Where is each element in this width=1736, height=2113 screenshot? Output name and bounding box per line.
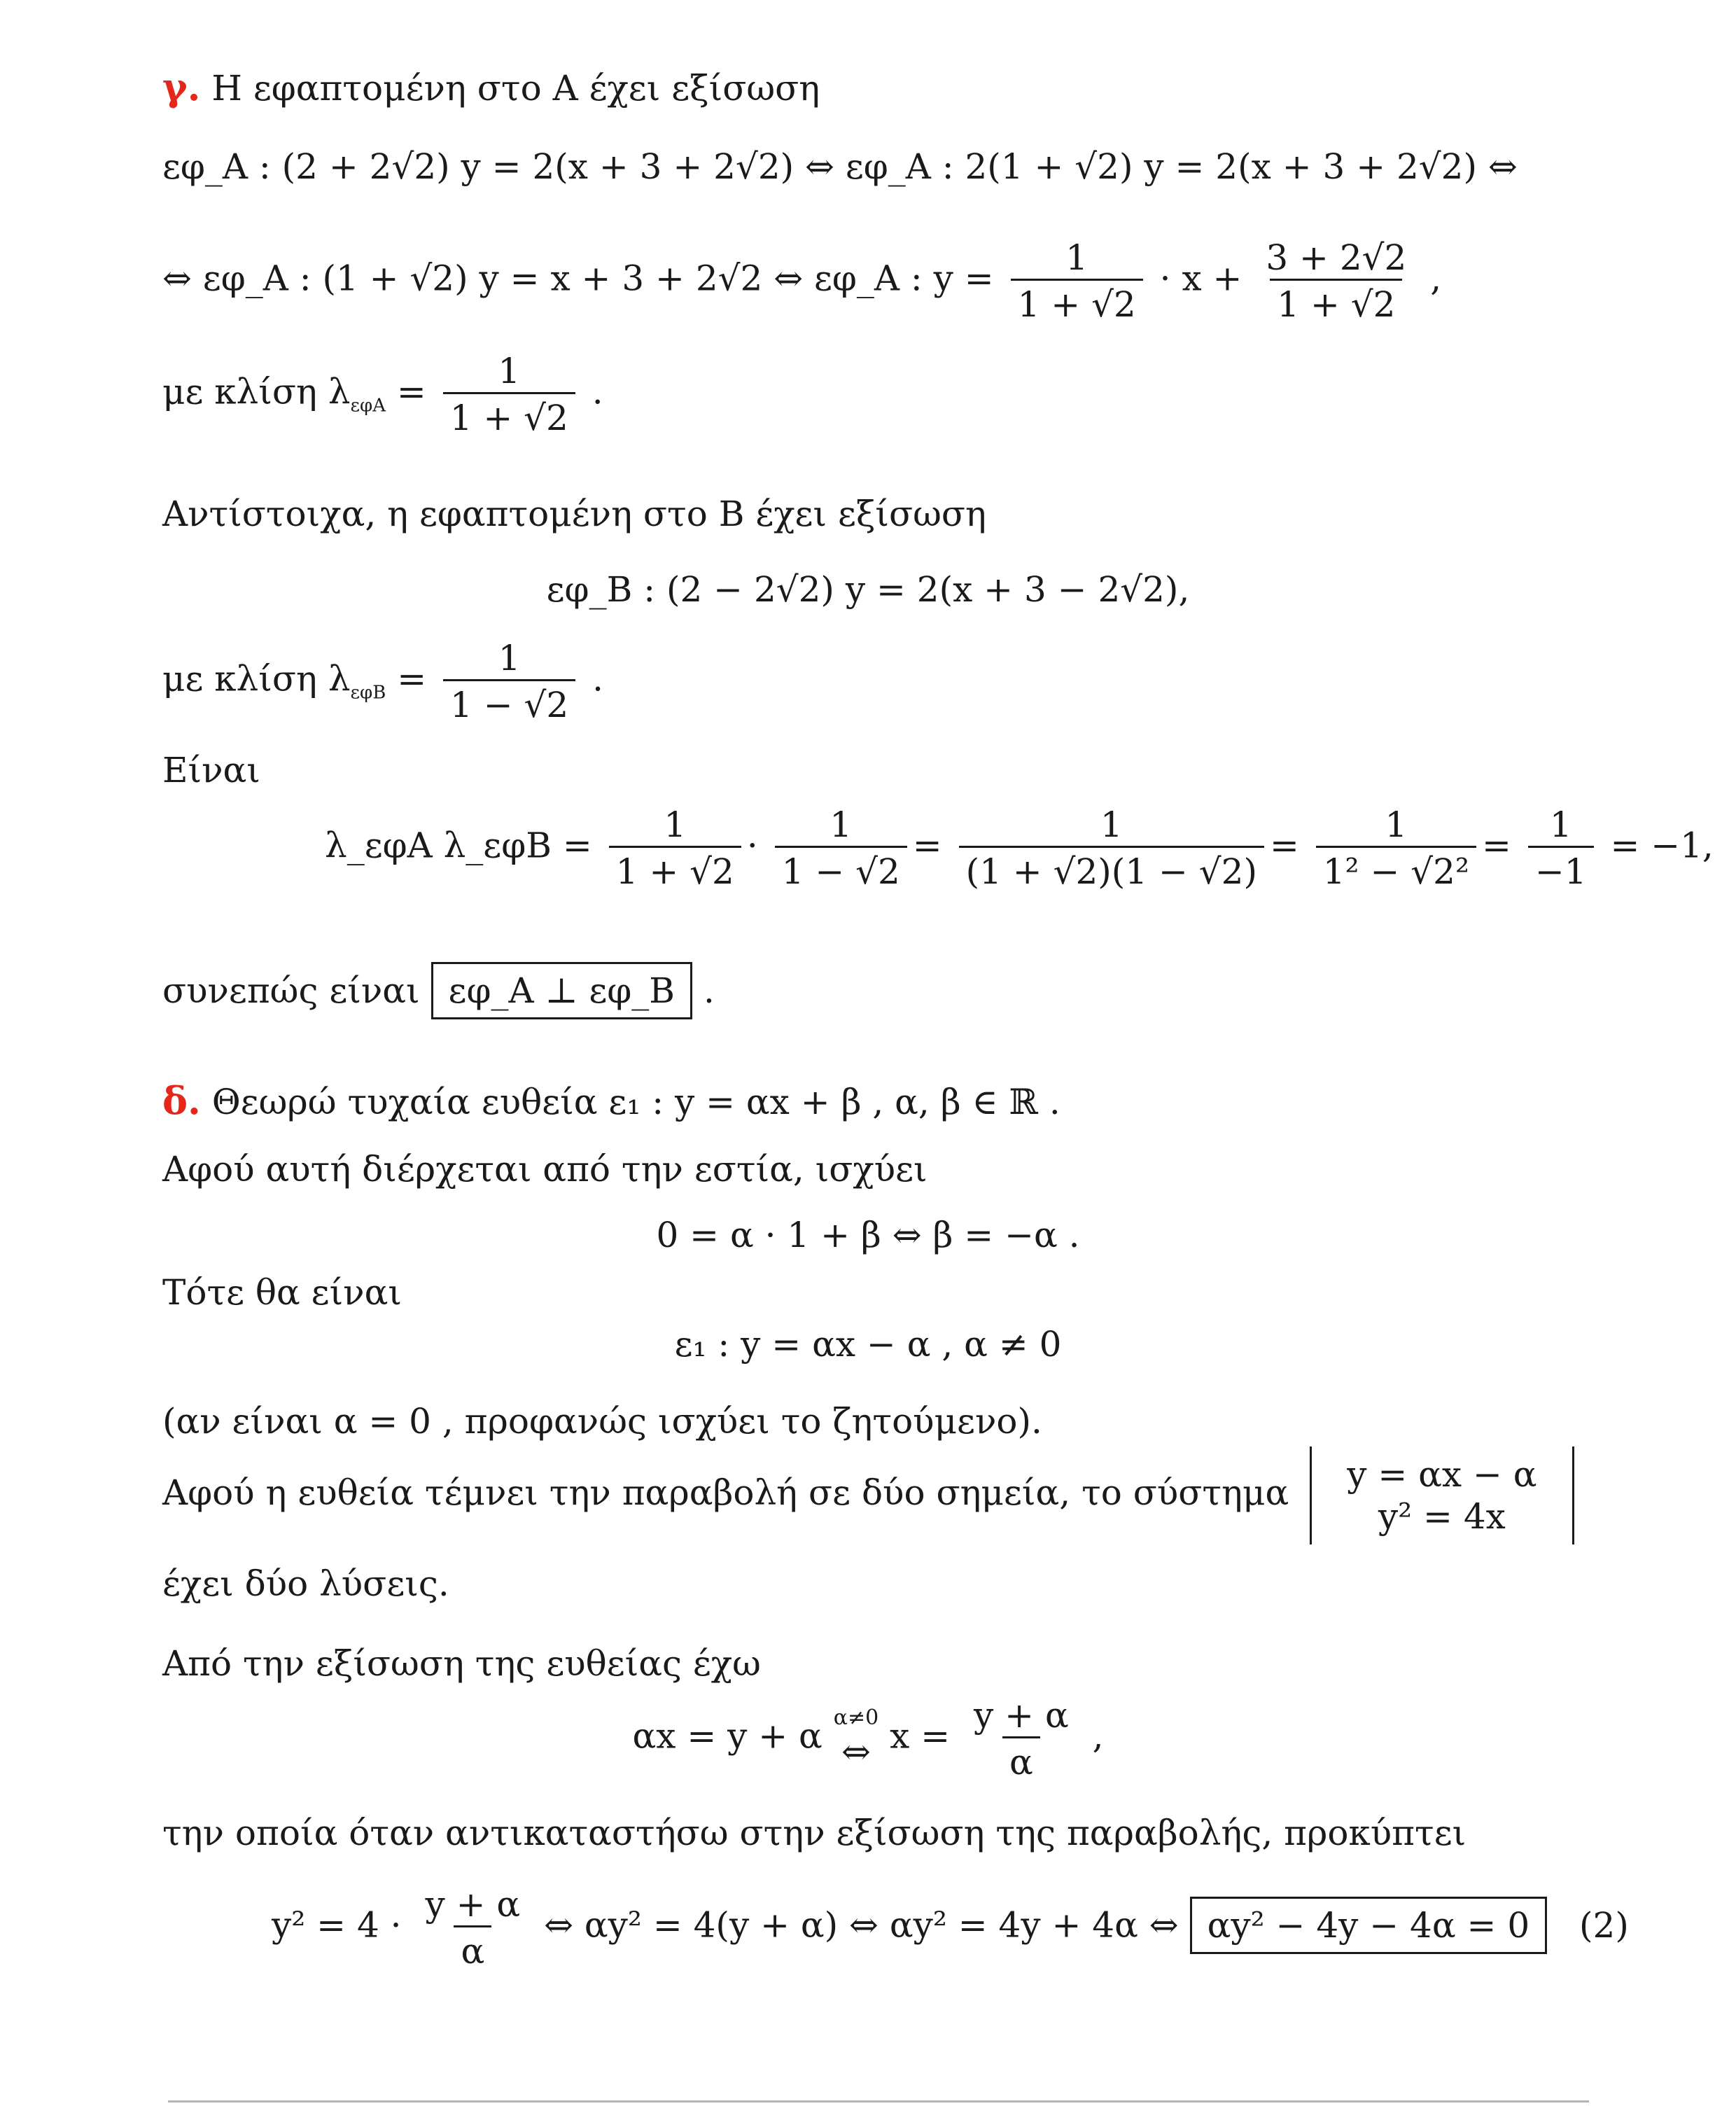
fraction-slope-a — [443, 350, 575, 439]
fraction-numerator: 1 — [498, 638, 521, 678]
einai-text: Είναι — [162, 750, 260, 790]
fraction-denominator: 1 + √2 — [443, 392, 575, 439]
equation-focus: 0 = α · 1 + β ⇔ β = −α . — [656, 1215, 1080, 1255]
system-line — [162, 1446, 1574, 1544]
fraction-numerator: 1 — [1385, 804, 1408, 845]
focus-text: Αφού αυτή διέρχεται από την εστία, ισχύει — [162, 1149, 927, 1190]
note-text: (αν είναι α = 0 , προφανώς ισχύει το ζητούμενο). — [162, 1401, 1042, 1442]
fraction-numerator: 1 — [1065, 237, 1088, 278]
section-marker-delta: δ. — [162, 1078, 201, 1123]
intro-tangent-b: Αντίστοιχα, η εφαπτομένη στο Β έχει εξίσωση — [162, 494, 986, 534]
final-mid: ⇔ αy² = 4(y + α) ⇔ αy² = 4y + 4α ⇔ — [544, 1904, 1179, 1946]
eq-x-end: , — [1092, 1715, 1104, 1757]
slope-a-prefix: με κλίση λ — [162, 371, 351, 412]
fraction-slope-term — [1011, 237, 1143, 326]
product-left: λ_εφA λ_εφB = — [325, 825, 592, 866]
equation-label: (2) — [1579, 1904, 1629, 1946]
equation-tangent-b: εφ_B : (2 − 2√2) y = 2(x + 3 − 2√2), — [546, 569, 1190, 610]
system-equation-2: y² = 4x — [1378, 1496, 1506, 1537]
slope-b-subscript: εφB — [350, 682, 386, 704]
equivalence-arrow: ⇔ — [841, 1731, 871, 1772]
conditional-equivalence — [834, 1706, 878, 1773]
boxed-result-quadratic: αy² − 4y − 4α = 0 — [1190, 1897, 1548, 1954]
fraction-denominator: 1 + √2 — [1270, 279, 1402, 326]
fraction-p4 — [1316, 804, 1476, 893]
conclusion-text: συνεπώς είναι — [162, 970, 420, 1011]
equation-final — [272, 1883, 1629, 1972]
fraction-denominator: 1 + √2 — [1011, 279, 1143, 326]
fraction-numerator: 1 — [1549, 804, 1572, 845]
fraction-slope-b — [443, 637, 575, 726]
slope-b-end: . — [592, 658, 603, 699]
fraction-p1 — [609, 804, 741, 893]
conclusion-line — [162, 962, 715, 1019]
fraction-denominator: α — [454, 1925, 491, 1972]
fraction-final — [418, 1883, 527, 1972]
equation-tangent-a-2 — [162, 237, 1441, 326]
eq2-mid: · x + — [1159, 258, 1242, 299]
fraction-numerator: 1 — [664, 804, 687, 845]
condition-label: α≠0 — [833, 1705, 879, 1730]
two-solutions-text: έχει δύο λύσεις. — [162, 1563, 449, 1604]
from-line-text: Από την εξίσωση της ευθείας έχω — [162, 1643, 761, 1684]
fraction-numerator: 1 — [498, 351, 521, 391]
eq2-left: ⇔ εφ_A : (1 + √2) y = x + 3 + 2√2 ⇔ εφ_A : y = — [162, 258, 994, 299]
fraction-denominator: 1 − √2 — [775, 846, 907, 893]
section-delta-intro — [162, 1078, 1060, 1124]
fraction-p3 — [959, 804, 1264, 893]
eq2-end: , — [1430, 258, 1442, 299]
eq-x-left: αx = y + α — [632, 1715, 822, 1757]
slope-a-equals: = — [396, 371, 426, 412]
fraction-numerator: 3 + 2√2 — [1266, 237, 1407, 278]
fraction-p2 — [775, 804, 907, 893]
slope-b-equals: = — [397, 658, 427, 699]
equation-slope-product: λ_εφA λ_εφB = $\frac{1}{1 + √2}$ · $\frac{1}{1 - √2}$ = $\frac{1}{(1 + √2)(1 - √2)}$ = $\frac{1}{\text{1² − √2²}}$ = $\frac{1}{-1}$ = −1, — [325, 804, 1714, 892]
fraction-denominator: 1 + √2 — [609, 846, 741, 893]
fraction-numerator: 1 — [1100, 804, 1123, 845]
slope-b-line — [162, 637, 603, 726]
system-text: Αφού η ευθεία τέμνει την παραβολή σε δύο σημεία, το σύστημα — [162, 1472, 1289, 1513]
fraction-p5 — [1528, 804, 1594, 893]
fraction-denominator: −1 — [1528, 846, 1594, 893]
slope-a-end: . — [592, 371, 603, 412]
section-gamma-intro — [162, 64, 820, 110]
equation-line: ε₁ : y = αx − α , α ≠ 0 — [674, 1324, 1062, 1365]
substitute-text: την οποία όταν αντικαταστήσω στην εξίσωση της παραβολής, προκύπτει — [162, 1813, 1466, 1853]
fraction-numerator: y + α — [974, 1695, 1069, 1736]
equation-system — [1310, 1446, 1574, 1544]
delta-intro-text: Θεωρώ τυχαία ευθεία ε₁ : y = αx + β , α, β ∈ ℝ . — [211, 1082, 1060, 1122]
fraction-denominator: α — [1002, 1736, 1040, 1783]
slope-a-line — [162, 350, 603, 439]
equation-x — [0, 1694, 1736, 1783]
slope-b-prefix: με κλίση λ — [162, 658, 351, 699]
eq-x-mid: x = — [890, 1715, 951, 1757]
footer-divider — [168, 2100, 1589, 2102]
fraction-intercept-term — [1259, 237, 1413, 326]
fraction-numerator: y + α — [425, 1884, 521, 1925]
fraction-denominator: (1 + √2)(1 − √2) — [959, 846, 1264, 893]
tote-text: Τότε θα είναι — [162, 1272, 402, 1313]
fraction-x — [967, 1694, 1076, 1783]
equation-tangent-a-1: εφ_A : (2 + 2√2) y = 2(x + 3 + 2√2) ⇔ εφ_A : 2(1 + √2) y = 2(x + 3 + 2√2) ⇔ — [162, 146, 1518, 187]
product-end: = −1, — [1610, 825, 1714, 866]
boxed-result-perpendicular: εφ_A ⊥ εφ_B — [431, 962, 693, 1019]
gamma-intro-text: Η εφαπτομένη στο Α έχει εξίσωση — [211, 68, 820, 109]
fraction-denominator: 1 − √2 — [443, 679, 575, 726]
conclusion-end: . — [703, 970, 715, 1011]
fraction-numerator: 1 — [830, 804, 853, 845]
section-marker-gamma: γ. — [162, 64, 201, 109]
fraction-denominator: 1² − √2² — [1316, 846, 1476, 893]
system-equation-1: y = αx − α — [1347, 1454, 1537, 1495]
final-left: y² = 4 · — [272, 1904, 402, 1946]
slope-a-subscript: εφA — [350, 395, 386, 417]
